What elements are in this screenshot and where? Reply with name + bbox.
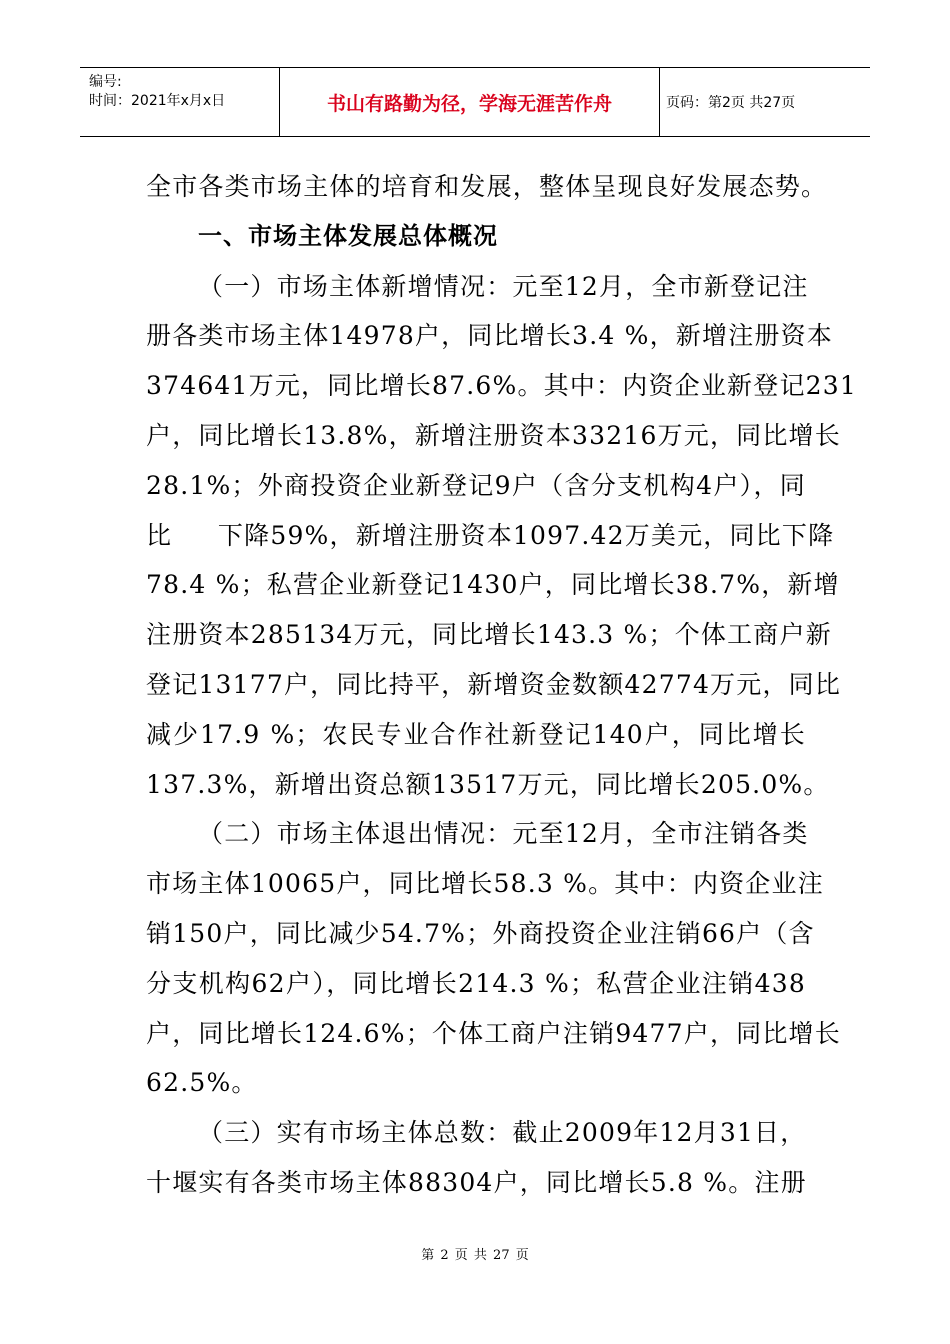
body-line: 登记13177户，同比持平，新增资金数额42774万元，同比 xyxy=(146,669,842,699)
body-line: 78.4 %；私营企业新登记1430户，同比增长38.7%，新增 xyxy=(146,570,840,600)
header-page-info: 页码：第2页 共27页 xyxy=(666,95,796,111)
body-line: 市场主体10065户，同比增长58.3 %。其中：内资企业注 xyxy=(146,869,824,899)
section-heading: 一、市场主体发展总体概况 xyxy=(198,221,498,250)
body-line: 28.1%；外商投资企业新登记9户（含分支机构4户），同 xyxy=(146,470,806,500)
body-line: 分支机构62户），同比增长214.3 %；私营企业注销438 xyxy=(146,968,806,998)
page-header xyxy=(80,67,870,137)
body-line: 比 下降59%，新增注册资本1097.42万美元，同比下降 xyxy=(146,520,835,550)
body-line: 销150户，同比减少54.7%；外商投资企业注销66户（含 xyxy=(146,918,815,948)
page-footer: 第 2 页 共 27 页 xyxy=(421,1248,529,1263)
document-body xyxy=(146,162,857,1208)
body-line: 册各类市场主体14978户，同比增长3.4 %，新增注册资本 xyxy=(146,321,833,351)
paragraph-end: 62.5%。 xyxy=(146,1068,258,1098)
paragraph-start: （二）市场主体退出情况：元至12月，全市注销各类 xyxy=(198,819,809,849)
body-line: 十堰实有各类市场主体88304户，同比增长5.8 %。注册 xyxy=(146,1167,807,1197)
document-time-label: 时间：2021年x月x日 xyxy=(89,93,226,109)
body-line: 注册资本285134万元，同比增长143.3 %；个体工商户新 xyxy=(146,620,832,650)
document-number-label: 编号: xyxy=(89,74,122,90)
body-line: 全市各类市场主体的培育和发展，整体呈现良好发展态势。 xyxy=(146,172,828,201)
header-meta xyxy=(80,68,280,136)
paragraph-start: （三）实有市场主体总数：截止2009年12月31日， xyxy=(198,1118,807,1148)
body-line: 374641万元，同比增长87.6%。其中：内资企业新登记231 xyxy=(146,371,857,401)
body-line: 户，同比增长124.6%；个体工商户注销9477户，同比增长 xyxy=(146,1018,841,1048)
paragraph-start: （一）市场主体新增情况：元至12月，全市新登记注 xyxy=(198,271,809,301)
paragraph-end: 137.3%，新增出资总额13517万元，同比增长205.0%。 xyxy=(146,769,830,799)
header-motto: 书山有路勤为径，学海无涯苦作舟 xyxy=(280,68,660,136)
body-line: 减少17.9 %；农民专业合作社新登记140户，同比增长 xyxy=(146,719,806,749)
body-line: 户，同比增长13.8%，新增注册资本33216万元，同比增长 xyxy=(146,420,841,450)
